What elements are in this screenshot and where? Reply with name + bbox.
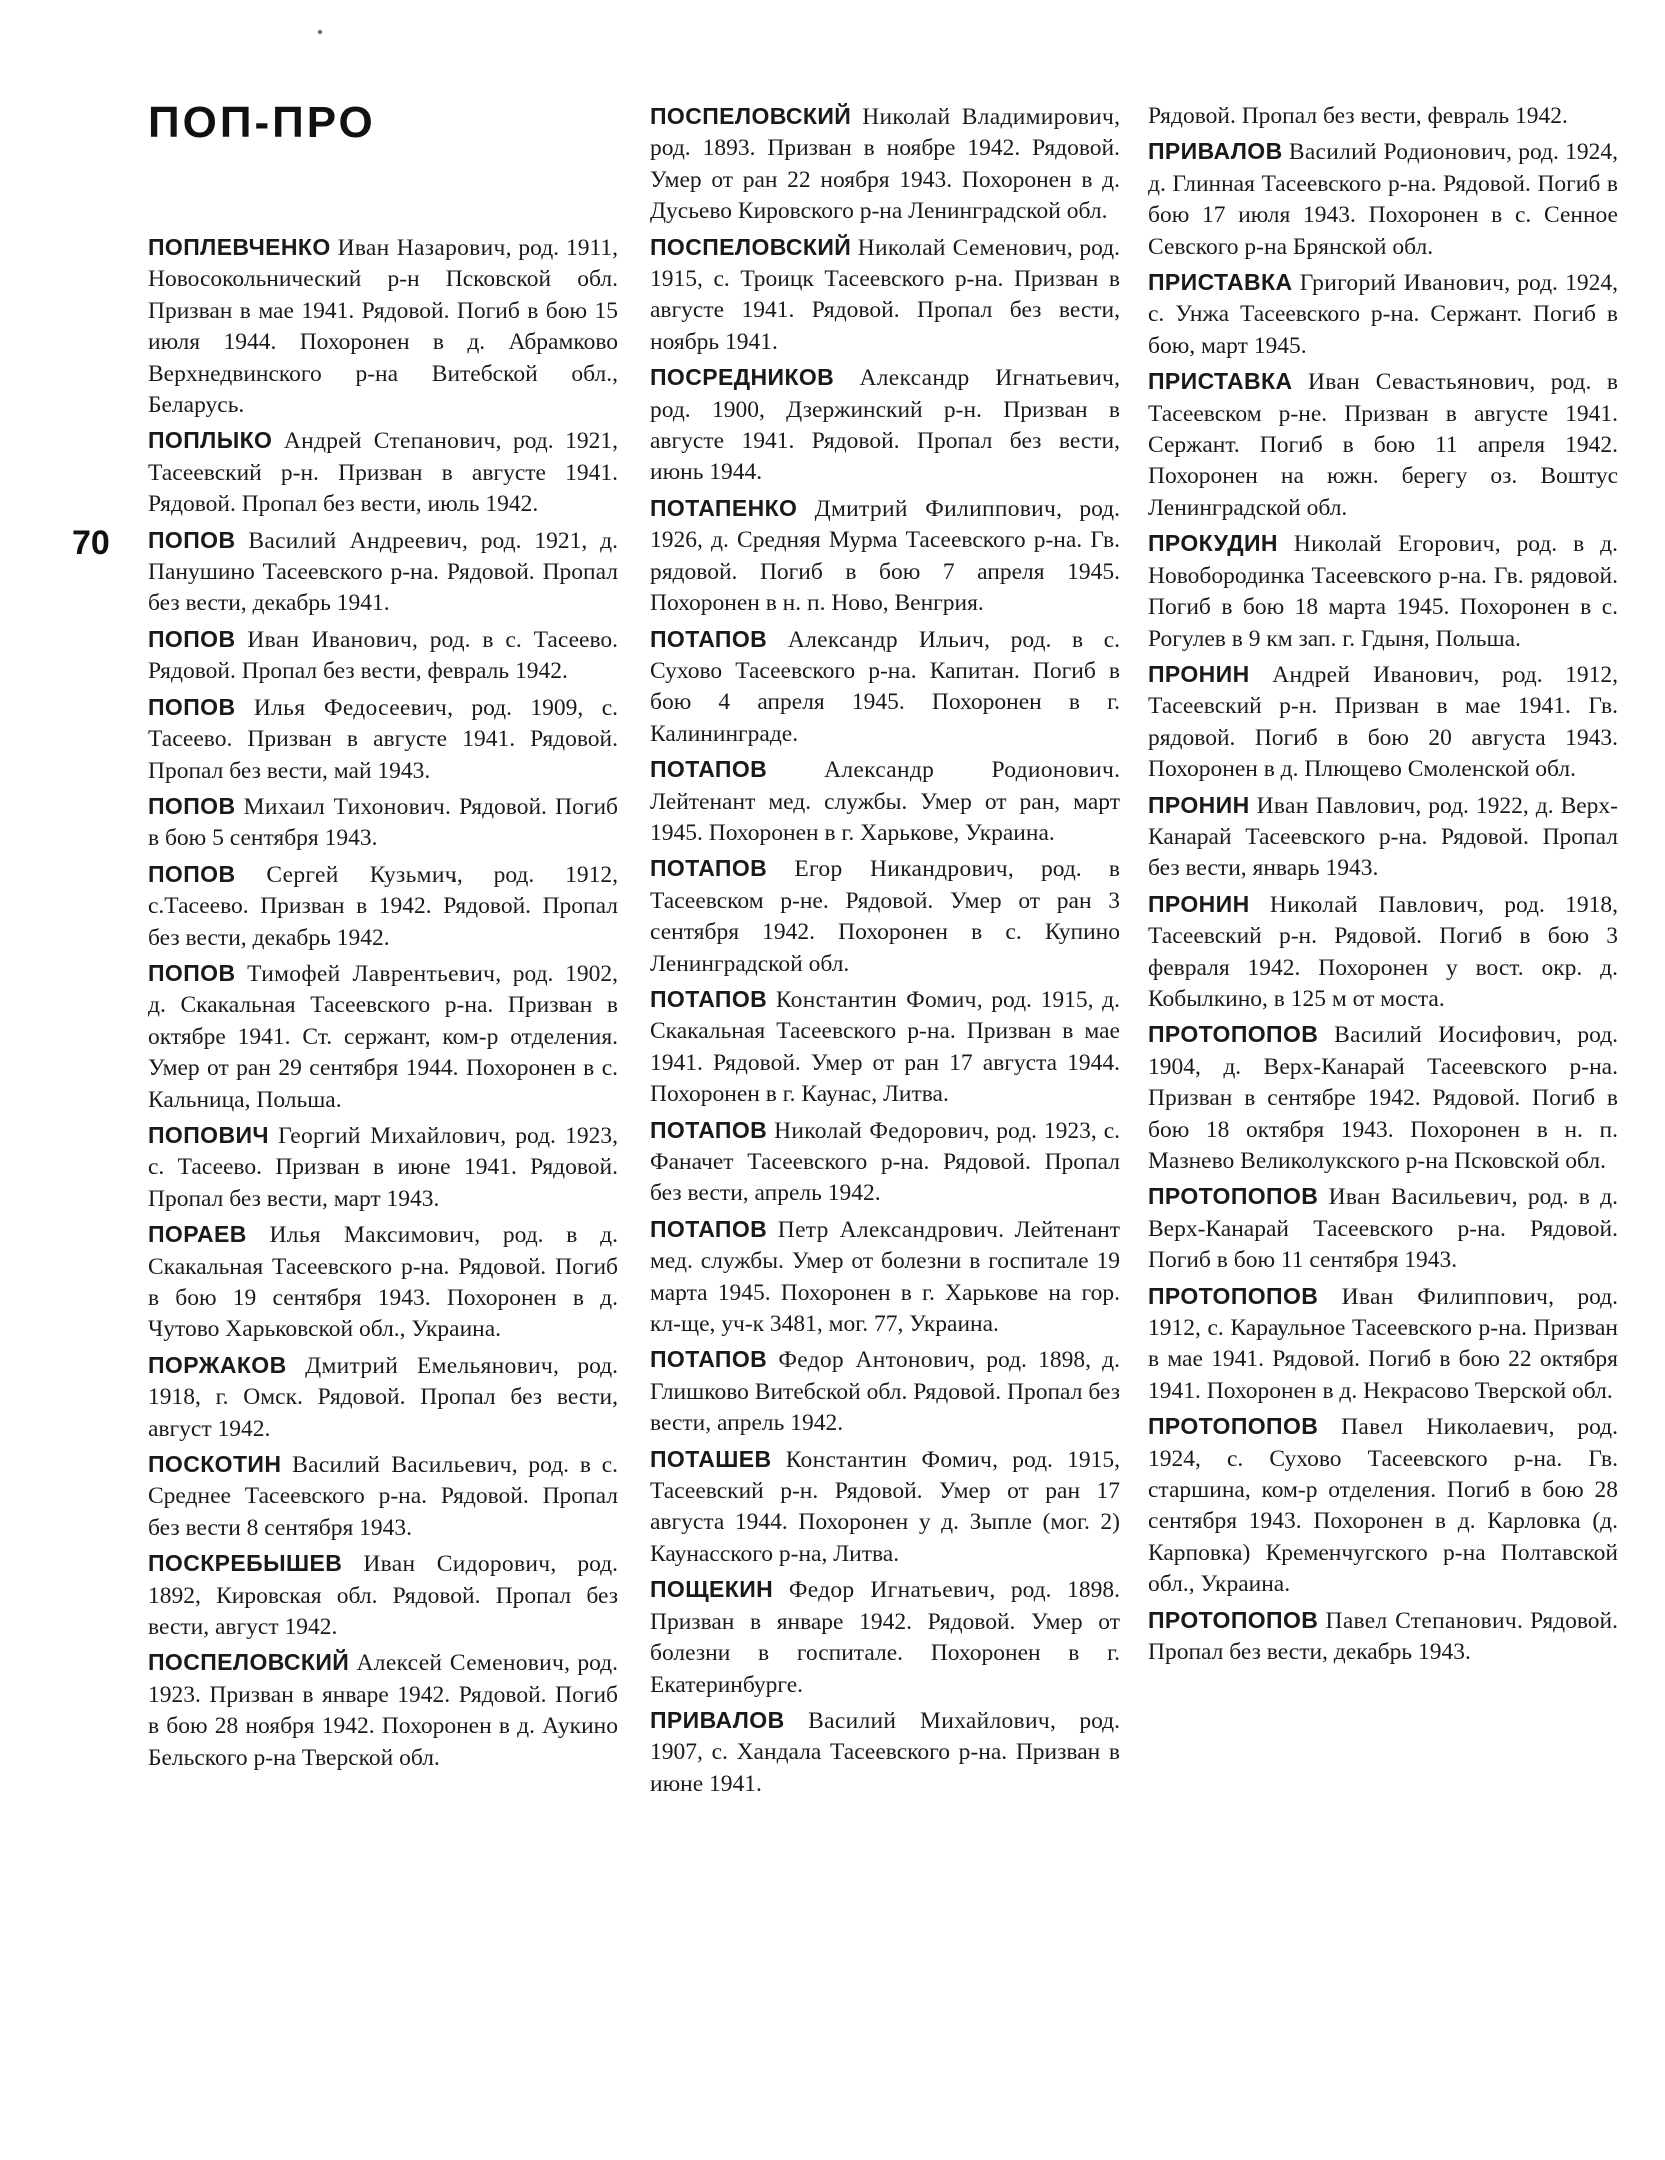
- entry-given-name: Николай Егорович: [1293, 531, 1495, 558]
- entry-given-name: Павел Степанович: [1325, 1607, 1518, 1634]
- memorial-entry: [1148, 136, 1618, 263]
- entry-details: , род. в Тасеевском р-не. Рядовой. Умер от ран 3 сентября 1942. Похоронен в с. Купино Ленинградской обл.: [650, 856, 1120, 977]
- entry-given-name: Федор Антонович: [778, 1347, 970, 1374]
- entry-surname: ПОСРЕДНИКОВ: [650, 364, 835, 391]
- entry-surname: ПРОНИН: [1148, 791, 1250, 818]
- memorial-entry: [1148, 790, 1618, 885]
- entry-surname: ПОПОВ: [148, 959, 236, 986]
- memorial-entry: [148, 692, 618, 787]
- memorial-entry: [650, 1115, 1120, 1210]
- entry-surname: ПРИВАЛОВ: [1148, 138, 1283, 165]
- entry-details: , род. в с. Тасеево. Рядовой. Пропал без вести, февраль 1942.: [148, 626, 618, 685]
- memorial-entry: [650, 232, 1120, 359]
- entry-surname: ПОСПЕЛОВСКИЙ: [650, 103, 852, 129]
- entry-given-name: Иван Назарович: [337, 235, 506, 261]
- entry-surname: ПОСКРЕБЫШЕВ: [148, 1550, 343, 1577]
- entry-details: , род. 1915, с. Троицк Тасеевского р-на. Призван в августе 1941. Рядовой. Пропал без вести, ноябрь 1941.: [650, 234, 1121, 355]
- entry-surname: ПОПОВ: [148, 792, 236, 819]
- entry-surname: ПОПОВ: [148, 526, 236, 553]
- entry-surname: ПОТАПОВ: [650, 1215, 768, 1242]
- memorial-entry: [650, 984, 1120, 1111]
- memorial-entry: [148, 859, 618, 954]
- entry-surname: ПОТАПОВ: [650, 855, 768, 882]
- entry-details: . Лейтенант мед. службы. Умер от болезни в госпитале 19 марта 1945. Похоронен в г. Харькове на гор. кл-ще, уч-к 3481, мог. 77, Украина.: [650, 1216, 1121, 1338]
- entry-details: , род. 1893. Призван в ноябре 1942. Рядовой. Умер от ран 22 ноября 1943. Похоронен в д. Дусьево Кировского р-на Ленинградской обл.: [650, 104, 1120, 225]
- page-number: 70: [72, 524, 110, 562]
- entry-given-name: Иван Васильевич: [1328, 1184, 1512, 1211]
- memorial-entry: [148, 525, 618, 620]
- memorial-entry: [148, 958, 618, 1116]
- memorial-entry: [650, 101, 1120, 228]
- entry-given-name: Петр Александрович: [777, 1216, 999, 1243]
- entry-details: , род. 1909, с. Тасеево. Призван в августе 1941. Рядовой. Пропал без вести, май 1943.: [148, 694, 619, 784]
- column-3: [1148, 101, 1618, 1673]
- entry-details: , род. 1898. Призван в январе 1942. Рядовой. Умер от болезни в госпитале. Похоронен в г. Екатеринбурге.: [650, 1577, 1121, 1698]
- entry-given-name: Александр Игнатьевич: [859, 365, 1115, 392]
- entry-given-name: Дмитрий Емельянович: [305, 1352, 553, 1379]
- entry-surname: ПОСПЕЛОВСКИЙ: [650, 233, 852, 260]
- memorial-entry: [1148, 366, 1618, 524]
- memorial-entry: [1148, 1281, 1618, 1408]
- entry-details: , род. в Тасеевском р-не. Призван в августе 1941. Сержант. Погиб в бою 11 апреля 1942. Похоронен на южн. берегу оз. Воштус Ленинградской обл.: [1148, 369, 1618, 521]
- memorial-entry: [148, 791, 618, 855]
- entry-details: , род. в с. Сухово Тасеевского р-на. Капитан. Погиб в бою 4 апреля 1945. Похоронен в г. Калининграде.: [650, 626, 1120, 747]
- entry-details: , род. в д. Скакальная Тасеевского р-на. Рядовой. Погиб в бою 19 сентября 1943. Похоронен в д. Чутово Харьковской обл., Украина.: [148, 1222, 618, 1343]
- entry-surname: ПОПОВ: [148, 860, 236, 887]
- memorial-entry: [650, 362, 1120, 489]
- entry-given-name: Григорий Иванович: [1299, 270, 1505, 297]
- entry-given-name: Алексей Семенович: [356, 1650, 565, 1677]
- entry-surname: ПОПЛЫКО: [148, 427, 273, 454]
- memorial-entry: [650, 493, 1120, 620]
- entry-details: , род. 1904, д. Верх-Канарай Тасеевского р-на. Призван в сентябре 1942. Рядовой. Погиб в бою 18 октября 1943. Похоронен в н. п. Мазнево Великолукского р-на Псковской обл.: [1148, 1022, 1619, 1174]
- entry-surname: ПОСКОТИН: [148, 1451, 282, 1478]
- entry-surname: ПОТАПОВ: [650, 756, 768, 783]
- entry-surname: ПОПОВ: [148, 693, 236, 720]
- entry-details: , род. 1924, д. Глинная Тасеевского р-на. Рядовой. Погиб в бою 17 июля 1943. Похоронен в с. Сенное Севского р-на Брянской обл.: [1148, 139, 1618, 260]
- entry-details: , род. 1918, Тасеевский р-н. Рядовой. Погиб в бою 3 февраля 1942. Похоронен у вост. окр. д. Кобылкино, в 125 м от моста.: [1148, 891, 1618, 1012]
- memorial-entry: [1148, 101, 1618, 132]
- memorial-entry: [148, 1449, 618, 1544]
- entry-surname: ПРОКУДИН: [1148, 530, 1278, 557]
- scan-speck: [318, 30, 322, 34]
- entry-details: , род. в д. Верх-Канарай Тасеевского р-на. Рядовой. Погиб в бою 11 сентября 1943.: [1148, 1184, 1618, 1274]
- entry-details: , род. 1912, с. Караульное Тасеевского р-на. Призван в мае 1941. Рядовой. Погиб в бою 22 октября 1941. Похоронен в д. Некрасово Тверской обл.: [1148, 1283, 1618, 1404]
- entry-surname: ПОТАПОВ: [650, 1346, 768, 1373]
- entry-given-name: Георгий Михайлович: [278, 1122, 501, 1149]
- page-title: ПОП-ПРО: [148, 98, 376, 147]
- entry-details: , род. 1923, с. Тасеево. Призван в июне 1941. Рядовой. Пропал без вести, март 1943.: [148, 1122, 619, 1212]
- entry-given-name: Дмитрий Филиппович: [814, 495, 1057, 522]
- entry-given-name: Василий Михайлович: [808, 1707, 1050, 1734]
- entry-details: , род. 1922, д. Верх-Канарай Тасеевского р-на. Рядовой. Пропал без вести, январь 1943.: [1148, 792, 1619, 882]
- entry-surname: ПОТАПОВ: [650, 625, 768, 652]
- entry-surname: ПОСПЕЛОВСКИЙ: [148, 1649, 350, 1676]
- entry-given-name: Александр Родионович: [824, 757, 1115, 784]
- entry-given-name: Илья Максимович: [269, 1222, 475, 1249]
- entry-details: , род. в д. Новобородинка Тасеевского р-на. Гв. рядовой. Погиб в бою 18 марта 1945. Похоронен в с. Рогулев в 9 км зап. г. Гдыня, Польша.: [1148, 531, 1618, 652]
- entry-details: , род. 1912, с.Тасеево. Призван в 1942. Рядовой. Пропал без вести, декабрь 1942.: [148, 861, 618, 951]
- memorial-entry: [1148, 1019, 1618, 1177]
- memorial-entry: [650, 1705, 1120, 1800]
- entry-given-name: Иван Филиппович: [1341, 1283, 1549, 1310]
- memorial-entry: [1148, 1181, 1618, 1276]
- memorial-entry: [650, 1574, 1120, 1701]
- entry-surname: ПРИВАЛОВ: [650, 1706, 785, 1733]
- entry-details: , род. 1926, д. Средняя Мурма Тасеевского р-на. Гв. рядовой. Погиб в бою 7 апреля 1945. Похоронен в н. п. Ново, Венгрия.: [650, 495, 1120, 617]
- entry-details: Рядовой. Пропал без вести, февраль 1942.: [1148, 103, 1568, 129]
- entry-given-name: Егор Никандрович: [794, 856, 1008, 883]
- entry-details: . Рядовой. Погиб в бою 5 сентября 1943.: [148, 793, 619, 852]
- entry-surname: ПРОТОПОПОВ: [1148, 1021, 1319, 1048]
- memorial-entry: [1148, 267, 1618, 362]
- entry-details: , род. 1902, д. Скакальная Тасеевского р-на. Призван в октябре 1941. Ст. сержант, ком-р отделения. Умер от ран 29 сентября 1944. Похоронен в с. Кальница, Польша.: [148, 960, 618, 1113]
- entry-surname: ПРИСТАВКА: [1148, 368, 1293, 395]
- entry-details: , род. 1912, Тасеевский р-н. Призван в мае 1941. Гв. рядовой. Погиб в бою 20 августа 1943. Похоронен в д. Плющево Смоленской обл.: [1148, 661, 1619, 783]
- memorial-entry: [650, 1214, 1120, 1341]
- memorial-entry: [148, 425, 618, 520]
- memorial-entry: [650, 853, 1120, 980]
- entry-details: , род. 1892, Кировская обл. Рядовой. Пропал без вести, август 1942.: [148, 1551, 618, 1641]
- entry-surname: ПРОТОПОПОВ: [1148, 1413, 1319, 1440]
- entry-given-name: Иван Севастьянович: [1308, 369, 1530, 396]
- entry-given-name: Николай Семенович: [857, 234, 1067, 261]
- entry-details: , род. 1915, Тасеевский р-н. Рядовой. Умер от ран 17 августа 1944. Похоронен у д. Зыпле (мог. 2) Каунасского р-на, Литва.: [650, 1446, 1121, 1567]
- memorial-entry: [148, 1120, 618, 1215]
- memorial-entry: [1148, 889, 1618, 1016]
- entry-given-name: Павел Николаевич: [1341, 1414, 1549, 1441]
- memorial-entry: [1148, 659, 1618, 786]
- entry-given-name: Константин Фомич: [785, 1446, 993, 1473]
- entry-details: . Рядовой. Пропал без вести, декабрь 1943.: [1148, 1607, 1618, 1666]
- memorial-entry: [650, 1344, 1120, 1439]
- entry-given-name: Василий Васильевич: [292, 1452, 512, 1479]
- entry-given-name: Иван Иванович: [247, 626, 412, 653]
- memorial-entry: [148, 232, 618, 421]
- column-1: [148, 232, 618, 1778]
- entry-given-name: Василий Родионович: [1288, 139, 1507, 166]
- entry-surname: ПОРЖАКОВ: [148, 1351, 287, 1378]
- entry-details: , род. 1900, Дзержинский р-н. Призван в августе 1941. Рядовой. Пропал без вести, июнь 1944.: [650, 365, 1120, 486]
- entry-given-name: Иван Сидорович: [363, 1551, 551, 1578]
- entry-surname: ПРОНИН: [1148, 660, 1250, 687]
- entry-given-name: Тимофей Лаврентьевич: [247, 960, 496, 987]
- memorial-entry: [148, 1219, 618, 1346]
- entry-surname: ПОПОВИЧ: [148, 1121, 269, 1148]
- entry-details: , род. 1915, д. Скакальная Тасеевского р-на. Призван в мае 1941. Рядовой. Умер от ран 17 августа 1944. Похоронен в г. Каунас, Литва.: [650, 986, 1120, 1108]
- entry-given-name: Александр Ильич: [787, 626, 985, 653]
- entry-given-name: Василий Иосифович: [1334, 1022, 1556, 1049]
- entry-details: , род. 1911, Новосокольнический р-н Псковской обл. Призван в мае 1941. Рядовой. Погиб в бою 15 июля 1944. Похоронен в д. Абрамково Верхнедвинского р-на Витебской обл., Беларусь.: [148, 235, 618, 419]
- memorial-entry: [148, 1350, 618, 1445]
- entry-surname: ПОПОВ: [148, 625, 236, 652]
- entry-given-name: Федор Игнатьевич: [788, 1577, 990, 1604]
- entry-surname: ПРОТОПОПОВ: [1148, 1183, 1319, 1210]
- entry-details: , род. 1924, с. Сухово Тасеевского р-на. Гв. старшина, ком-р отделения. Погиб в бою 28 сентября 1943. Похоронен в д. Карловка (д. Карповка) Кременчугского р-на Полтавской обл., Украина.: [1148, 1414, 1618, 1598]
- entry-details: , род. 1921, д. Панушино Тасеевского р-на. Рядовой. Пропал без вести, декабрь 1941.: [148, 527, 618, 617]
- entry-given-name: Константин Фомич: [775, 986, 977, 1013]
- entry-details: , род. 1923, с. Фаначет Тасеевского р-на. Рядовой. Пропал без вести, апрель 1942.: [650, 1117, 1120, 1207]
- entry-details: , род. 1924, с. Унжа Тасеевского р-на. Сержант. Погиб в бою, март 1945.: [1148, 270, 1619, 359]
- entry-surname: ПРОТОПОПОВ: [1148, 1282, 1319, 1309]
- entry-details: , род. 1907, с. Хандала Тасеевского р-на. Призван в июне 1941.: [650, 1707, 1121, 1797]
- entry-surname: ПРОТОПОПОВ: [1148, 1606, 1319, 1633]
- memorial-entry: [148, 1548, 618, 1643]
- column-2: [650, 101, 1120, 1804]
- memorial-entry: [650, 1444, 1120, 1571]
- entry-surname: ПОТАПЕНКО: [650, 494, 798, 521]
- entry-surname: ПОЩЕКИН: [650, 1576, 774, 1603]
- entry-details: , род. в с. Среднее Тасеевского р-на. Рядовой. Пропал без вести 8 сентября 1943.: [148, 1452, 618, 1541]
- entry-given-name: Николай Федорович: [774, 1117, 984, 1144]
- entry-given-name: Иван Павлович: [1256, 792, 1416, 819]
- memorial-entry: [1148, 528, 1618, 655]
- entry-details: , род. 1921, Тасеевский р-н. Призван в августе 1941. Рядовой. Пропал без вести, июль 1942.: [148, 428, 618, 518]
- entry-given-name: Андрей Степанович: [283, 428, 496, 455]
- entry-given-name: Илья Федосеевич: [253, 694, 448, 721]
- entry-surname: ПОТАШЕВ: [650, 1445, 772, 1472]
- entry-given-name: Николай Павлович: [1269, 891, 1479, 918]
- entry-given-name: Михаил Тихонович: [243, 793, 446, 820]
- entry-surname: ПРОНИН: [1148, 890, 1250, 917]
- memorial-entry: [148, 1647, 618, 1774]
- entry-surname: ПОТАПОВ: [650, 1116, 768, 1143]
- entry-surname: ПРИСТАВКА: [1148, 269, 1293, 296]
- entry-given-name: Андрей Иванович: [1272, 661, 1474, 688]
- entry-given-name: Сергей Кузьмич: [266, 861, 457, 888]
- entry-details: , род. 1918, г. Омск. Рядовой. Пропал без вести, август 1942.: [148, 1352, 618, 1442]
- memorial-entry: [148, 624, 618, 688]
- entry-surname: ПОТАПОВ: [650, 985, 768, 1012]
- entry-given-name: Василий Андреевич: [248, 527, 462, 554]
- entry-details: , род. 1923. Призван в январе 1942. Рядовой. Погиб в бою 28 ноября 1942. Похоронен в д. Аукино Бельского р-на Тверской обл.: [148, 1650, 618, 1771]
- entry-details: . Лейтенант мед. службы. Умер от ран, март 1945. Похоронен в г. Харькове, Украина.: [650, 757, 1120, 846]
- entry-surname: ПОПЛЕВЧЕНКО: [148, 234, 331, 260]
- memorial-entry: [1148, 1605, 1618, 1669]
- entry-details: , род. 1898, д. Глишково Витебской обл. Рядовой. Пропал без вести, апрель 1942.: [650, 1347, 1120, 1437]
- memorial-entry: [650, 754, 1120, 849]
- memorial-entry: [650, 624, 1120, 751]
- entry-given-name: Николай Владимирович: [862, 104, 1115, 130]
- memorial-entry: [1148, 1411, 1618, 1600]
- entry-surname: ПОРАЕВ: [148, 1221, 247, 1248]
